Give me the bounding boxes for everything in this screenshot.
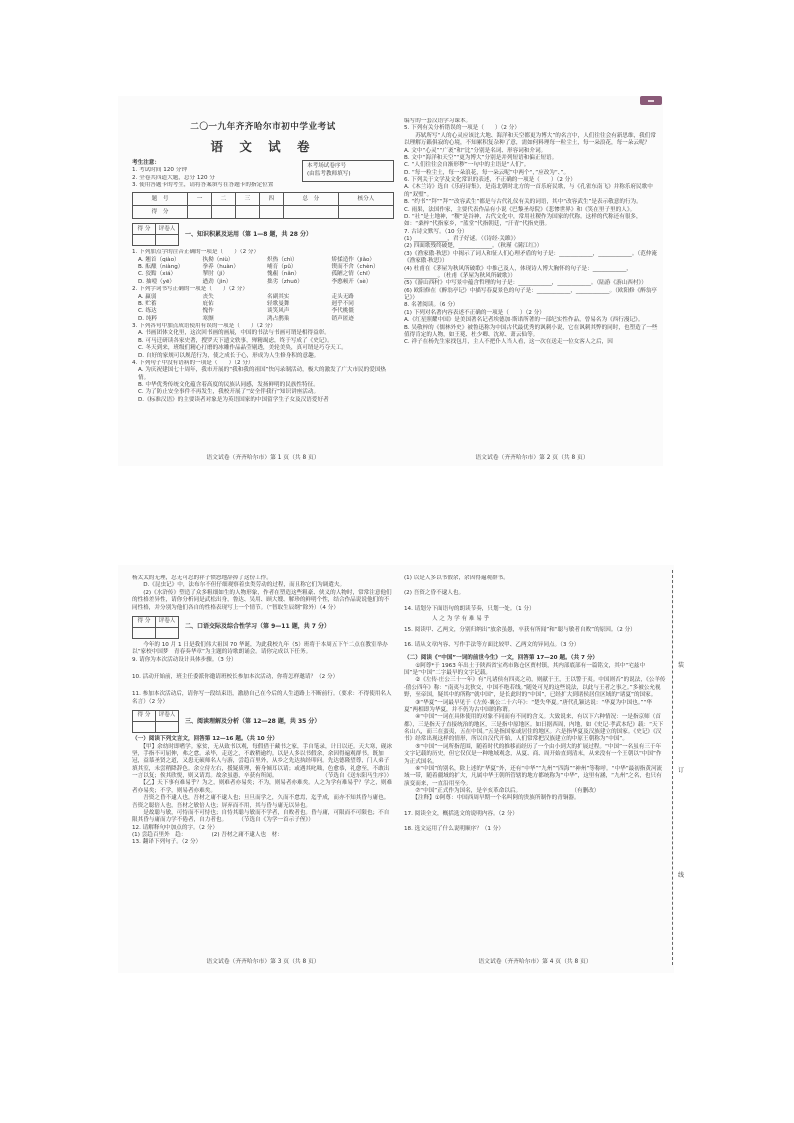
score-cell: 题 号 [133,193,188,206]
option: 丧失 [202,293,214,300]
text-line: 15. 阅读甲、乙两文，分别归纳出“放余虽愚，卒获有所闻”和“聪与敏者自败”的原因。（2 分） [404,626,636,633]
score-cell [338,206,393,219]
section-1-header [132,223,394,246]
score-cell [235,206,259,219]
text-line: 17. 阅读全文，概括选文的说明内容。（2 分） [404,810,518,817]
text-line: ⑤“中国”一词所指范围，随着时代的推移而经历了一个由小到大的扩展过程。“中国”一名虽有三千年文字记载的历史，但它仅仅是一种地域观念，从夏、商、周开始直到清末，从来没有一个王朝以“中国”作为正式国名。 [404,743,662,765]
mini-score-cell [133,722,156,733]
mini-score-box [132,710,179,733]
mini-score-cell [133,627,156,638]
text-line: C. 祥子在杨先生家找包月，主人不把仆人当人看，这一次在送走一位女客人之后，因 [404,339,613,346]
binding-dashed-line [672,570,673,965]
text-line: ⑥“中国”的别名，除上述的“华夏”外，还有“中华”“九州”“四海”“神州”等称呼。“中华”最初指黄河流域一带，随着疆域的扩大，凡属中华王朝所管辖的地方都统称为“中华”，这里有涵，“九州”之名，也只有演变而来，一直沿用至今。 [404,765,663,787]
option: 寒颤 [202,315,214,322]
score-cell [283,206,338,219]
mini-score-label: 得 分 [133,616,156,627]
option: 李憨顿开（sè） [331,278,372,285]
score-cell: 核分人 [338,193,393,206]
text-line: (2)《水浒传》塑造了众多粗细如生的人物形象，作者在塑造这些粗豪、侠义的人物时，常常注意他们的性格差异性，请你分析同是武松出身，鲁达、吴用、顾大嫂、解珍的鲜明个性，结合作品说说他们的不同性格，并分别为他们各自的性格表现写上一个情节。（“智取生辰纲”除外）（4 分） [132,589,392,611]
text-line: 是故聪与敏，可恃而不可恃也；自恃其聪与敏而不学者，自败者也。昏与庸，可限而不可限也；不自限其昏与庸而力学不倦者，自力者也。 （节选自《为学一首示子侄》） [132,809,390,824]
option: 鸿占鹊巢 [267,315,290,322]
option: B. 贮蓄 [138,300,157,307]
seat-box-label: 本考场试卷序号 [307,162,347,169]
text-line: ⑦“中国”正式作为国名，是辛亥革命以后。 （有删改） [404,788,600,794]
text-line: C. “人们往往会自渐形秽”一句中的主语是“人们”。 [404,162,530,169]
binding-char: 装 [678,662,685,669]
text-line: ①阿尊*于 1963 年出土于陕西省宝鸡市陈仓区贾村镇，其内部底部有一篇铭文，其中“宅兹中国”是“中国”二字最早的文字记载。 [404,662,646,676]
text-line: 16. 请从文章内容、写作手法等方面比较甲、乙两文的异同点。（3 分） [404,641,580,648]
mini-score-label: 得 分 [133,224,156,235]
text-line: 吾资之昏不逮人也，吾材之庸不逮人也；旦旦而学之，久而不怠焉，迄乎成，而亦不知其昏与庸也。吾资之聪倍人也，吾材之敏倍人也；屏弃而不用，其与昏与庸无以异也。 [132,795,390,809]
text-line: 12. 请解释句中加点的字。（2 分） [132,824,218,831]
text-line: 【注释】①阿尊：中国西周早期一个名叫阿的贵族所制作的青铜器。 [404,795,580,802]
option: 庇佑 [202,300,214,307]
text-line: A. 文中“心灵”“广袤”和“比”分别是名词、形容词和介词。 [404,147,547,154]
option: A. 为庆祝建国七十周年，我市开展的“我和我的祖国”快闪录制活动，极大的激发了广大市民的爱国热情。 [138,367,387,381]
option: 哺育（pǔ） [267,264,297,271]
option: 愧赧（nǎn） [267,271,300,278]
notice-item: 1. 考试时间 120 分钟 [132,167,187,174]
text-line: D. “社”是土地神，“稷”是谷神，古代文化中，常用社稷作为国家的代称。这样的代称还有很多，如：“桑梓”代指家乡，“蓝堂”代指朝廷，“汗青”代指史册。 [404,213,642,228]
text-line: (4) 杜甫在《茅屋为秋风所破歌》中推己及人，体现诗人博大胸怀的句子是：____________，____________。（杜甫《茅屋为秋风所破歌》） [404,265,632,279]
q1-options [132,257,394,287]
option: 走头无路 [331,293,354,300]
mini-score-box [132,616,179,639]
question-4: 4. 下列句子中没有语病的一项是（ ）（2 分） [132,359,254,366]
score-cell: 得 分 [133,206,188,219]
text-line: 9. 请你为本次活动设计具体步骤。（3 分） [132,656,237,663]
text-line: 人 之 为 学 有 难 易 乎 [404,616,490,623]
option: 遒劲（jìn） [202,278,232,285]
option: A. 翘首（qiào） [138,256,180,263]
mini-grader-label: 评卷人 [156,224,179,235]
reading-title: （一）阅读下列文言文，回答第 12—16 题。（共 10 分） [132,736,278,743]
text-line: 18. 选文运用了什么说明顺序？（1 分） [404,826,504,833]
option: C. 冬天到来，班级们精心打磨的冰雕作品晶莹剔透，美轮美奂，真可谓是巧夺天工。 [138,345,347,352]
text-line: 10. 活动开始前，班主任委派你邀请班校长参加本次活动，你将怎样邀请？（2 分） [132,674,339,680]
binding-char: 线 [678,872,685,879]
score-table [132,192,394,219]
text-line: A.《红星照耀中国》是美国著名记者埃德加·斯诺所著的一部纪实性作品，曾易名为《西行漫记》。 [404,317,644,324]
option: 拙劣（zhuō） [267,278,303,285]
score-cell: 二 [212,193,236,206]
option: 掣肘（jì） [202,271,228,278]
text-line: 苏轼所写“人的心灵应该比大地、海洋和天空都更为博大”的名言中，人们往往会有新思维，我们常以理解万籁俱寂的心境，不知累积复杂种了意，需如何料理每一粒尘土，每一朵浪花，每一朵云呢？ [404,132,656,147]
mini-score-label: 得 分 [133,711,156,722]
score-cell: 总 分 [283,193,338,206]
option: A. 赢弱 [138,293,157,300]
text-line: 8. 名著阅读。（6 分） [404,302,459,309]
notice-heading: 考生注意： [132,159,160,166]
notice-area [132,160,394,190]
option: 谈笑风声 [267,308,290,315]
q2-options [132,294,394,324]
text-line: C. 雨果，法国作家，主要代表作品有小说《巴黎圣母院》《悲惨世界》和《笑在里子里的人》。 [404,206,636,213]
exam-page-1 [132,118,394,463]
subject-title: 语 文 试 卷 [210,139,316,155]
mini-score-cell [133,235,156,246]
text-line: B. 吴敬梓的《儒林外史》被鲁迅称为中国古代最优秀的讽刺小说，它在讽刺其弊的同时，也塑造了一些值得肯定的人物，如王冕、杜少卿、沈琼、萧云仙等。 [404,324,658,338]
option: D.《标准汉语》的主要读者对象是为英语国家的中国留学生子女及汉语爱好者 [138,396,329,403]
page-footer: 语文试卷（齐齐哈尔市）第 4 页（共 8 页） [478,959,592,966]
text-line: (2) 四面歌残终破楚，____________。（秋瑾《满江红》） [404,243,543,250]
text-line: 编写的一套汉语学习课本。 [404,118,472,124]
section-2-header [132,616,394,639]
text-line: 今年的 10 月 1 日是我们伟大祖国 70 华诞，为此我校九年（5）班将于本周五下午二点在教室举办以“家校中国梦 青春奏华章”为主题的诗歌朗诵会。请你完成以下任务。 [132,641,388,656]
text-line: 11. 参加本次活动后，请你写一段结束语，激励自己在今后的人生道路上不断前行。（要求：不得使用名人名言）（2 分） [132,691,392,705]
option: B. 酝酿（niàng） [138,264,184,271]
text-line: 【乙】天下事有难易乎？为之，则难者亦易矣；不为，则易者亦难矣。人之为学有难易乎？学之，则难者亦易矣；不学，则易者亦难矣。 [132,780,393,794]
text-line: (3)《渔家傲·秋思》中揭示了词人和征人们心理矛盾的句子是：____________，____________。（范仲淹《渔家傲·秋思》） [404,250,658,265]
text-line: (1) 下列对名著内容表述不正确的一项是（ ）（2 分） [404,309,545,316]
text-line: (5)《游山西村》中写景中蕴含哲理的句子是：____________，____________。（陆游《游山西村》） [404,280,647,287]
notice-item: 2. 全卷共四道大题，总分 120 分 [132,174,215,181]
option: 愧作 [202,308,214,315]
option: B. 中华优秀传统文化蕴含着高度的民族认同感，发扬鲜明的民族性特征。 [138,382,319,389]
exam-page-4 [404,575,666,967]
seat-box-note: (由监考教师填写) [307,170,351,177]
question-2: 2. 下列字词书写正确的一项是（ ）（2 分） [132,286,248,293]
option: 矫揉造作（jiǎo） [331,256,376,263]
text-line: 杨太太的无理，忍无可忍的祥子愤怒地辞掉了这份工作。 [132,575,272,581]
option: C. 狡黠（xiá） [138,271,177,278]
mini-score-cell [156,627,179,638]
score-cell: 三 [235,193,259,206]
text-line: 14. 请划分下面语句的朗读节奏，只划一处。（1 分） [404,605,535,612]
text-line: 7. 古诗文默写。（10 分） [404,228,468,235]
exam-title: 二〇一九年齐齐哈尔市初中学业考试 [190,122,336,132]
notice-item: 3. 使用答题卡的考生，请将答案填写在答题卡的指定位置 [132,181,274,188]
page-footer: 语文试卷（齐齐哈尔市）第 2 页（共 8 页） [475,455,589,462]
page-2-body [404,118,660,347]
option: 锲而不舍（chèn） [331,264,379,271]
option: 名副其实 [267,293,290,300]
question-3: 3. 下列各句中加点成语使用有误的一项是（ ）（2 分） [132,323,276,330]
binding-char: 订 [678,767,685,774]
option: 拳养（huàn） [202,264,239,271]
section-3-header [132,710,394,733]
text-line: B. “约书”“拜”“拜”“改容武生”都是与古代礼仪有关的词语，其中“改容武生”是表示敬意的行为。 [404,199,642,206]
option: D. 纯粹 [138,315,158,322]
mini-score-cell [156,722,179,733]
score-cell [212,206,236,219]
scan-tab-marker [640,96,662,105]
text-line: (1) 尝趋百里外 趋： (2) 吾材之庸不逮人也 材： [132,832,283,838]
option: 李代桃僵 [331,308,354,315]
text-line: ②《左传·庄公三十一年》有“凡诸侯有四夷之功，则献于王，王以警于夷。中国则否”的说法，《公羊传·僖公四年》称：“南夷与北狄交，中国不绝若线。”随处可见的这些说法，以此与王者之事之。”多被公允视野，至帝国，疑其中的所称“就中国”，是长此时的“中国”，已经扩大到诸侯居住区域的“诸夏”的国家。 [404,677,666,699]
text-line: D. “每一粒尘土，每一朵浪花，每一朵云呢”中两个“，”应改为“、”。 [404,169,570,176]
option: 执拗（niù） [202,256,234,263]
mini-score-box [132,223,179,246]
option: 轻歌曼舞 [267,300,290,307]
text-line: 13. 翻译下列句子。（2 分） [132,839,202,846]
option: 迥乎不同 [331,300,354,307]
text-line: (1) 以是人多以书假余，余因得遍观群书。 [404,575,509,581]
text-line: (6) 欧阳修在《醉翁亭记》中描写春夏景色的句子是：____________，____________。（欧阳修《醉翁亭记》） [404,287,658,301]
text-line: 6. 下列关于文学及文化常识的表述，不正确的一项是（ ）（2 分） [404,177,576,183]
option: 炽热（chì） [267,256,298,263]
option: 销声匿迹 [331,315,354,322]
q4-options [132,367,394,404]
option: D. 自好的家规可以规范行为，使之成长于心，形成为人生修身积的意趣。 [138,352,320,359]
score-cell: 一 [188,193,212,206]
text-line: D.《昆虫记》中，法布尔不但仔细观察着虫类劳动的过程，而且称它们为调遣夫。 [132,582,346,589]
score-cell [188,206,212,219]
option: B. 可马迁研读各家史著，搜罗天下遗文轶事，殚精竭虑，终于写成了《史记》。 [138,337,333,344]
exam-page-3 [132,575,394,967]
q3-options [132,330,394,360]
mini-score-cell [156,235,179,246]
text-line: 5. 下列有关分析错误的一项是（ ）（2 分） [404,125,520,132]
seat-number-box [302,160,394,182]
text-line: ④“中国”一词在具体使用的对象不同而有不同的含义。大致说来，有以下六种情况：一是指京师（首都），三是指天子直接统治的地区，三是指中原地区。如日据西周，内地，如《史记·孝武本纪》载：“天下名山八，而三在蛮夷，五在中国。”五是指国家或居住的地区。六是指华夏及汉族建立的国家。《史记》《汉书》经常出现这样的情形，所以自汉代开始，人们常常把汉族建立的中原王朝称为“中国”。 [404,714,664,743]
text-line: ③“华夏”一词最早见于《左传·襄公二十六年》：“楚失华夏。”唐代孔颖达说：“华夏为中国也。”“华夏”两相即为华夏，并不仍为古中国的称谓。 [404,699,653,713]
reading-title: （二）阅读《“中国”一词的前世今生》一文，回答第 17—20 题。（共 7 分） [404,655,599,662]
option: D. 抽噎（yē） [138,278,175,285]
exam-page-2 [404,118,660,463]
mini-grader-label: 评卷人 [156,711,179,722]
text-line: B. 文中“海洋和天空”“更为博大”分别是并列短语和偏正短语。 [404,154,558,161]
mini-grader-label: 评卷人 [156,616,179,627]
option: C. 为了防止安全事件不再发生，我校开展了“安全伴我行”知识讲座活动。 [138,389,320,396]
text-line: (1) ____________，君子好逑。（《诗经·关雎》） [404,236,519,242]
score-cell: 四 [259,193,283,206]
section-title: 一、知识积累及运用（第 1—8 题，共 28 分） [185,230,313,238]
option: C. 练达 [138,308,157,315]
text-line: 【甲】余幼时即嗜学。家贫，无从致书以观，每假借于藏书之家，手自笔录，计日以还。天大寒，砚冰坚，手指不可屈伸，弗之怠。录毕，走送之，不敢稍逾约。以是人多以书假余，余因得遍观群书。既加冠，益慕圣贤之道，又患无硕师名人与游，尝趋百里外，从乡之先达执经叩问。先达德隆望尊，门人弟子填其室，未尝稍降辞色。余立侍左右，援疑质理，俯身倾耳以请；或遇其叱咄，色愈恭，礼愈至，不敢出一言以复；俟其欣悦，则又请焉。故余虽愚，卒获有所闻。 （节选自《送东阳马生序》） [132,743,393,779]
score-cell [259,206,283,219]
option: A. 书画团体文化里，这次回书画的画展，中国的书法与书画可谓是相得益彰。 [138,330,330,337]
text-line: A.《木兰诗》选自《乐府诗集》，是南北朝时北方的一首乐府民歌，与《孔雀东南飞》并称乐府民歌中的“双璧”。 [404,184,653,198]
notice-list [132,160,273,190]
section-title: 三、阅读理解及分析（第 12—28 题，共 35 分） [185,717,321,725]
text-line: (2) 吾资之昏不逮人也。 [404,590,465,597]
question-1: 1. 下列加点字的注音正确的一项是（ ）（2 分） [132,249,260,256]
page-footer: 语文试卷（齐齐哈尔市）第 1 页（共 8 页） [206,455,320,462]
section-title: 二、口语交际及综合性学习（第 9—11 题，共 7 分） [185,623,331,631]
option: 孤陋之情（chī） [331,271,374,278]
page-footer: 语文试卷（齐齐哈尔市）第 3 页（共 8 页） [206,959,320,966]
